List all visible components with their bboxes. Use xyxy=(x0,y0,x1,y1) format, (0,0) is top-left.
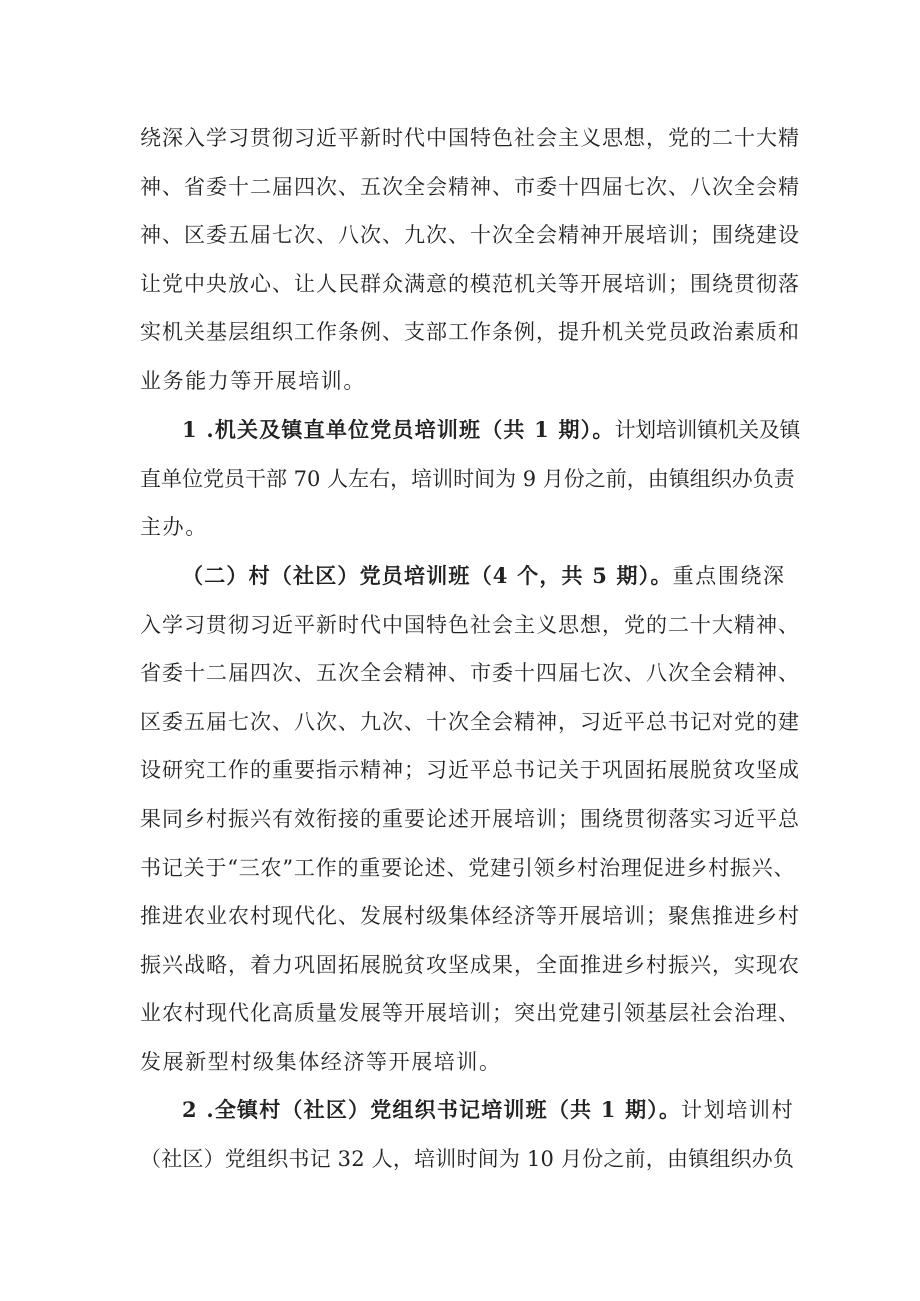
text-line: 区委五届七次、八次、九次、十次全会精神，习近平总书记对党的建 xyxy=(140,709,800,734)
section-heading: 2 .全镇村（社区）党组织书记培训班（共 1 期）。 xyxy=(182,1097,682,1122)
section-heading: 1 .机关及镇直单位党员培训班（共 1 期）。 xyxy=(182,417,615,442)
text-line: 业务能力等开展培训。 xyxy=(140,368,366,393)
text-line: 直单位党员干部 70 人左右，培训时间为 9 月份之前，由镇组织办负责 xyxy=(140,466,795,491)
text-line: 主办。 xyxy=(140,515,208,540)
text-line: 实机关基层组织工作条例、支部工作条例，提升机关党员政治素质和 xyxy=(140,320,800,345)
text-line: 业农村现代化高质量发展等开展培训；突出党建引领基层社会治理、 xyxy=(140,1001,800,1026)
paragraph-agency-training-class xyxy=(140,406,800,552)
text-line: 推进农业农村现代化、发展村级集体经济等开展培训；聚焦推进乡村 xyxy=(140,904,800,929)
text-fragment: 计划培训村 xyxy=(681,1098,795,1122)
paragraph-secretary-training-class xyxy=(140,1086,800,1183)
text-line: 振兴战略，着力巩固拓展脱贫攻坚成果，全面推进乡村振兴，实现农 xyxy=(140,952,800,977)
text-line: 省委十二届四次、五次全会精神、市委十四届七次、八次全会精神、 xyxy=(140,661,800,686)
text-line xyxy=(140,1086,800,1135)
text-fragment: 重点围绕深 xyxy=(672,564,786,588)
text-line: 果同乡村振兴有效衔接的重要论述开展培训；围绕贯彻落实习近平总 xyxy=(140,806,800,831)
text-line: 绕深入学习贯彻习近平新时代中国特色社会主义思想，党的二十大精 xyxy=(140,126,800,150)
text-line: 设研究工作的重要指示精神；习近平总书记关于巩固拓展脱贫攻坚成 xyxy=(140,758,800,783)
text-line: 发展新型村级集体经济等开展培训。 xyxy=(140,1049,502,1074)
text-line xyxy=(140,552,800,601)
text-line: 神、省委十二届四次、五次全会精神、市委十四届七次、八次全会精 xyxy=(140,174,800,199)
text-line: 书记关于“三农”工作的重要论述、党建引领乡村治理促进乡村振兴、 xyxy=(140,855,796,880)
section-heading: （二）村（社区）党员培训班（4 个，共 5 期）。 xyxy=(182,563,673,588)
text-fragment: 计划培训镇机关及镇 xyxy=(614,418,800,442)
text-line: 神、区委五届七次、八次、九次、十次全会精神开展培训；围绕建设 xyxy=(140,223,800,248)
text-line: （社区）党组织书记 32 人，培训时间为 10 月份之前，由镇组织办负 xyxy=(140,1146,795,1171)
text-line xyxy=(140,406,800,455)
paragraph-village-training-class xyxy=(140,552,800,1087)
text-line: 让党中央放心、让人民群众满意的模范机关等开展培训；围绕贯彻落 xyxy=(140,271,800,296)
text-line: 入学习贯彻习近平新时代中国特色社会主义思想，党的二十大精神、 xyxy=(140,612,800,637)
paragraph-training-content xyxy=(140,114,800,406)
